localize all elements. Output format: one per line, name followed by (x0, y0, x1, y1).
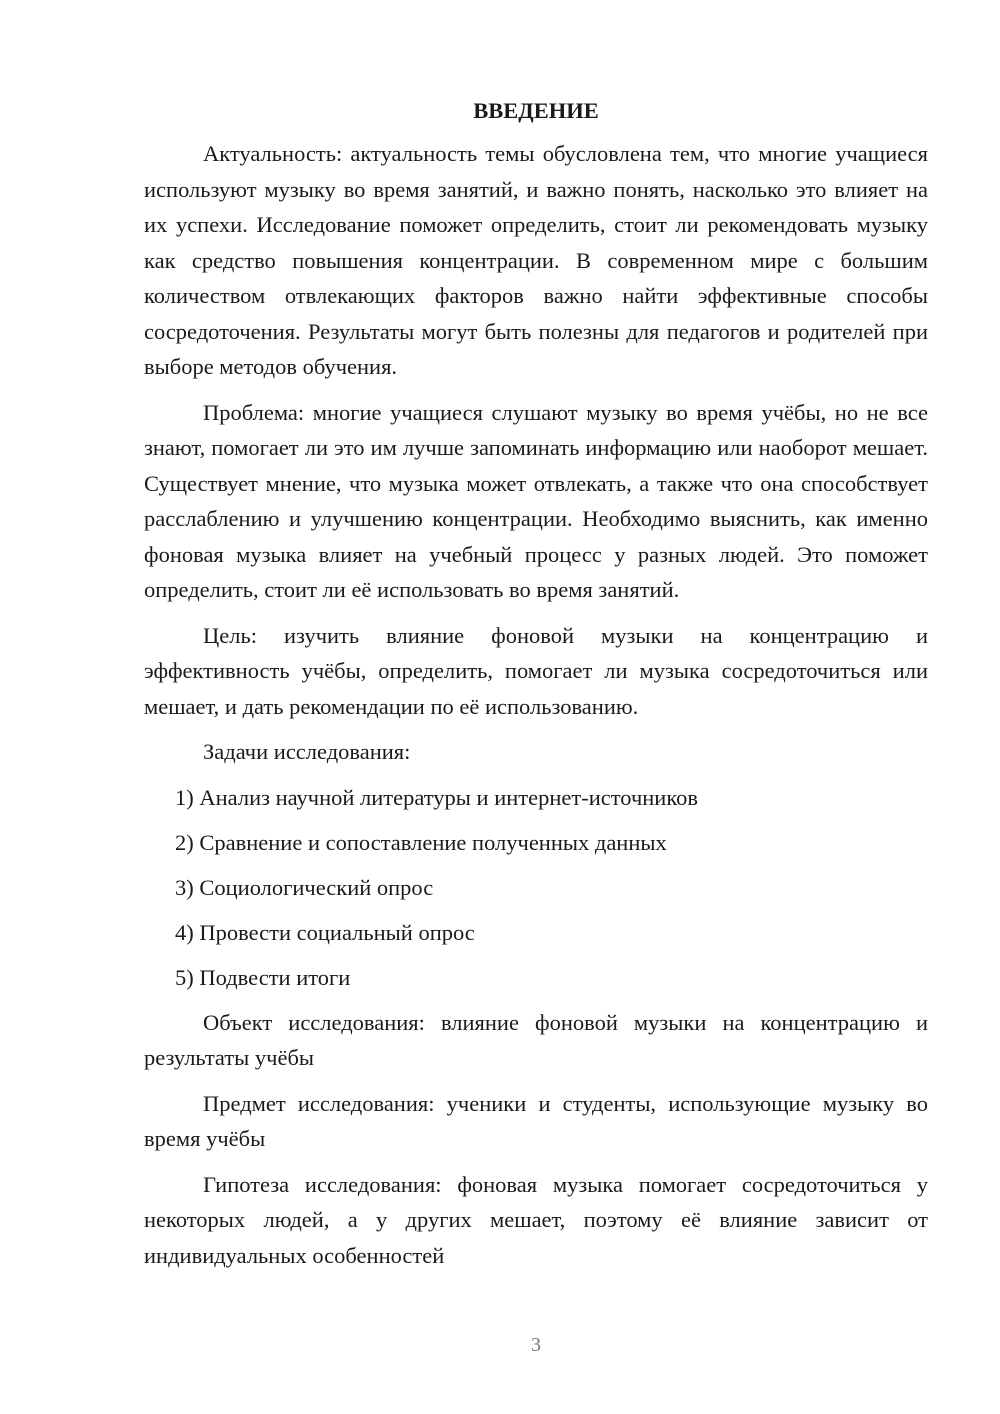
goal-paragraph: Цель: изучить влияние фоновой музыки на концентрацию и эффективность учёбы, определить, помогает ли музыка сосредоточиться или мешает, и дать рекомендации по её использованию. (144, 622, 928, 719)
problem-paragraph: Проблема: многие учащиеся слушают музыку во время учёбы, но не все знают, помогает ли это им лучше запоминать информацию или наоборот мешает. Существует мнение, что музыка может отвлекать, а также что она способствует расслаблению и улучшению концентрации. Необходимо выяснить, как именно фоновая музыка влияет на учебный процесс у разных людей. Это поможет определить, стоит ли её использовать во время занятий. (144, 399, 928, 602)
object-paragraph: Объект исследования: влияние фоновой музыки на концентрацию и результаты учёбы (144, 1009, 928, 1070)
tasks-heading: Задачи исследования: (203, 739, 411, 764)
relevance-paragraph: Актуальность: актуальность темы обусловлена тем, что многие учащиеся используют музыку во время занятий, и важно понять, насколько это влияет на их успехи. Исследование поможет определить, стоит ли рекомендовать музыку как средство повышения концентрации. В современном мире с большим количеством отвлекающих факторов важно найти эффективные способы сосредоточения. Результаты могут быть полезны для педагогов и родителей при выборе методов обучения. (144, 141, 928, 379)
task-item-5: 5) Подвести итоги (175, 964, 351, 990)
page-number: 3 (531, 1334, 541, 1356)
task-list (144, 780, 928, 995)
subject-paragraph: Предмет исследования: ученики и студенты, использующие музыку во время учёбы (144, 1090, 928, 1151)
document-body (144, 96, 928, 1283)
hypothesis-paragraph: Гипотеза исследования: фоновая музыка помогает сосредоточиться у некоторых людей, а у других мешает, поэтому её влияние зависит от индивидуальных особенностей (144, 1171, 928, 1268)
section-title: ВВЕДЕНИЕ (473, 98, 599, 123)
task-item-4: 4) Провести социальный опрос (175, 919, 475, 945)
task-item-1: 1) Анализ научной литературы и интернет-источников (175, 784, 699, 810)
task-item-2: 2) Сравнение и сопоставление полученных данных (175, 829, 667, 855)
task-item-3: 3) Социологический опрос (175, 874, 434, 900)
